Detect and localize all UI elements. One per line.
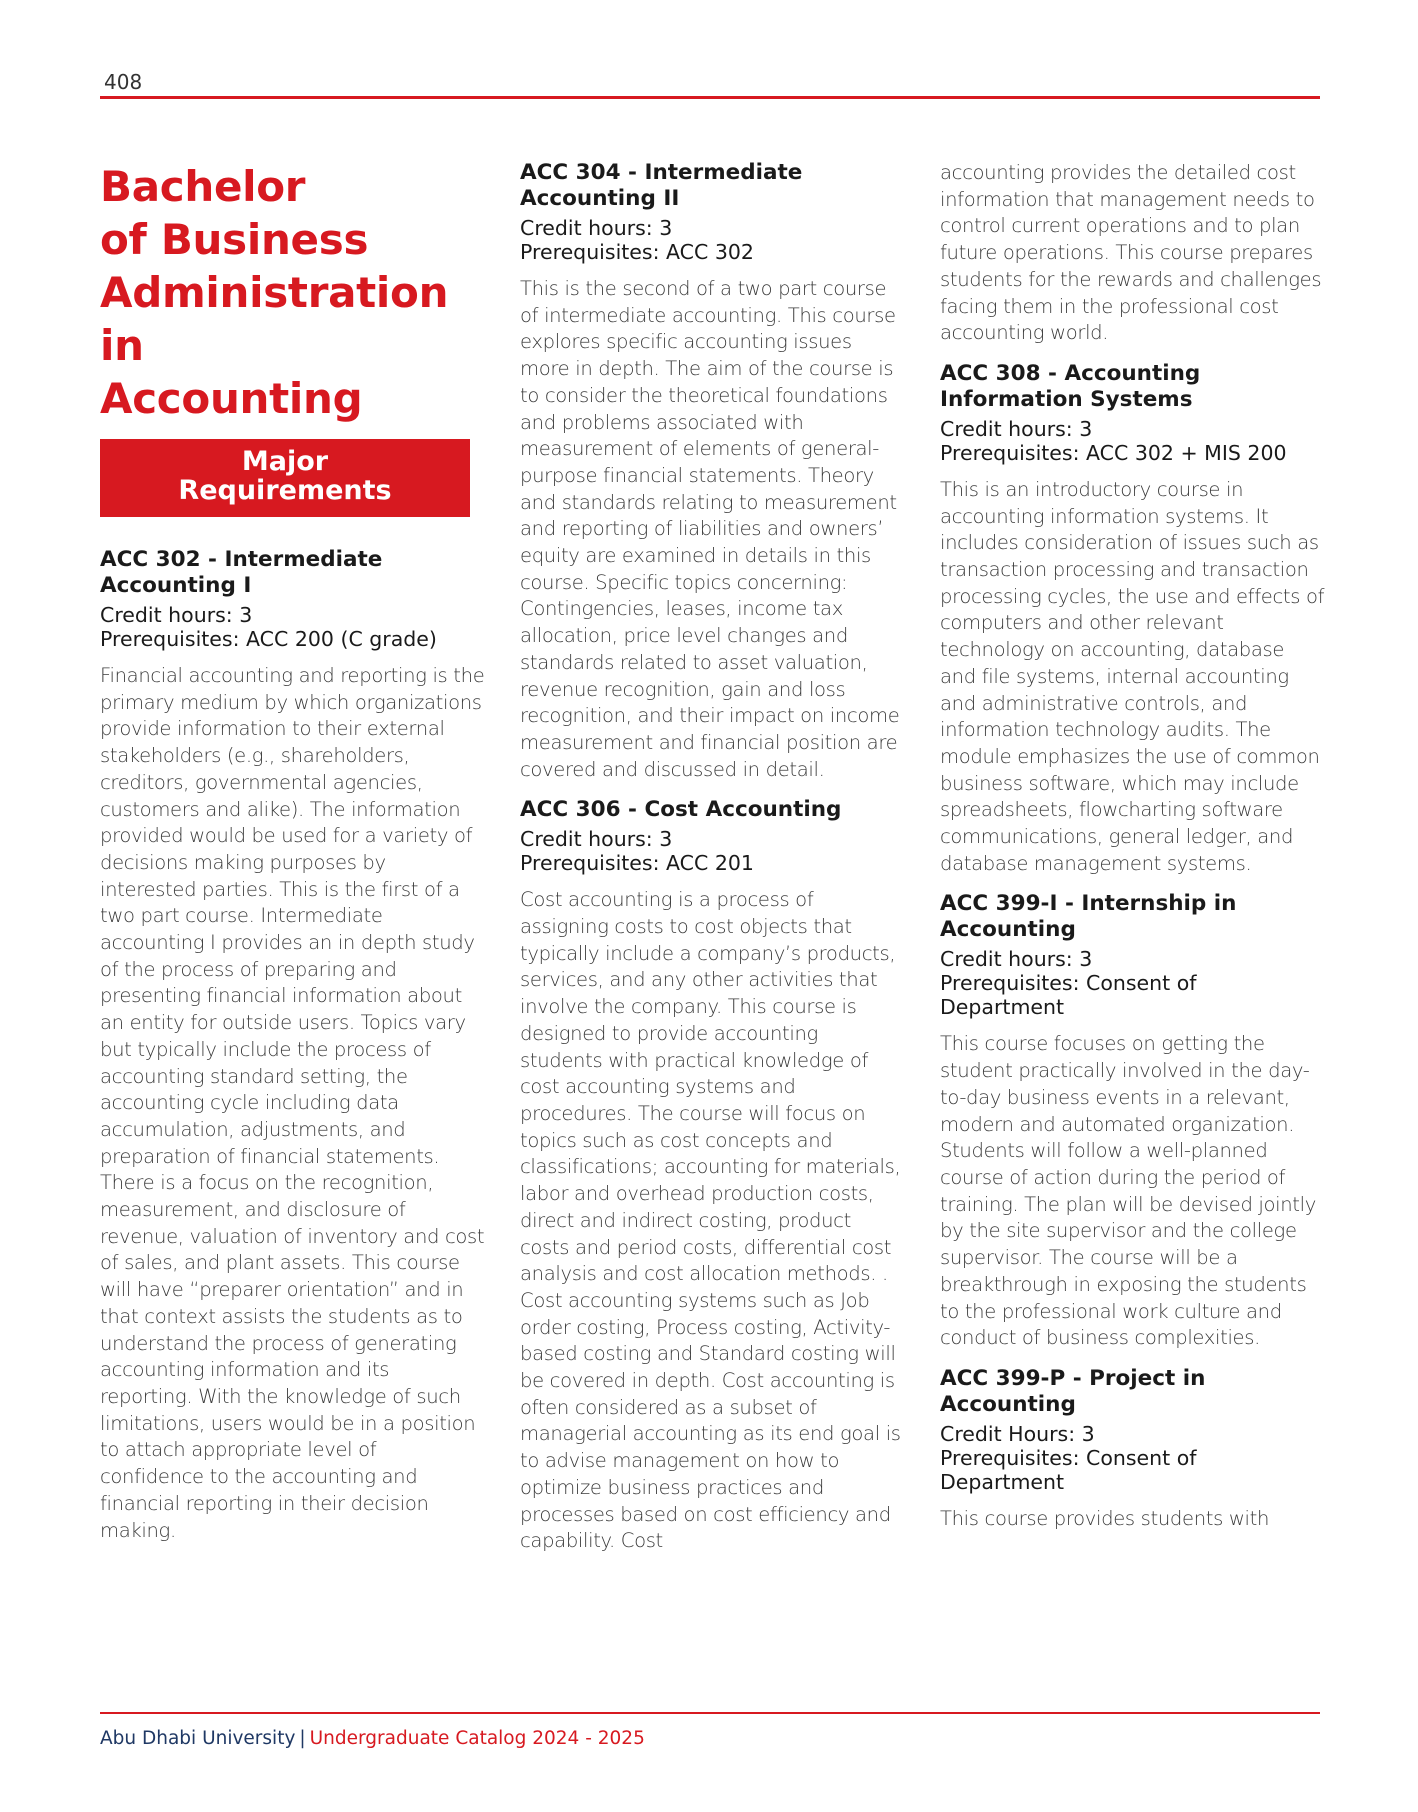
course-description: This course provides students with xyxy=(940,1506,1270,1530)
banner-line-2: Requirements xyxy=(178,475,392,506)
course-title: ACC 302 - Intermediate Accounting I xyxy=(100,547,383,598)
footer-catalog: Undergraduate Catalog 2024 - 2025 xyxy=(309,1728,645,1749)
course-prerequisites: Prerequisites: ACC 302 + MIS 200 xyxy=(940,440,1287,465)
course-credit-hours: Credit hours: 3 xyxy=(520,827,673,852)
course-credit-hours: Credit Hours: 3 xyxy=(940,1421,1095,1446)
course-title: ACC 306 - Cost Accounting xyxy=(520,797,842,823)
title-line-3: Administration in xyxy=(100,268,449,370)
course-acc-304 xyxy=(520,160,905,783)
column-2 xyxy=(520,160,905,1569)
column-3 xyxy=(940,160,1325,1547)
course-credit-hours: Credit hours: 3 xyxy=(940,416,1093,441)
title-line-1: Bachelor xyxy=(100,162,306,211)
course-prerequisites: Prerequisites: ACC 201 xyxy=(520,851,754,876)
course-prerequisites: Prerequisites: Consent of Department xyxy=(940,971,1197,1020)
course-description: This is an introductory course in accounting information systems. It includes consideration of issues such as transaction processing and transaction processing cycles, the use and effects of computers and other relevant technology on accounting, database and file systems, internal accounting and administrative controls, and information technology audits. The module emphasizes the use of common business software, which may include spreadsheets, flowcharting software communications, general ledger, and database management systems. xyxy=(940,477,1325,875)
course-description-continued: accounting provides the detailed cost information that management needs to control current operations and to plan future operations. This course prepares students for the rewards and challenges facing them in the professional cost accounting world. xyxy=(940,161,1322,345)
title-line-2: of Business xyxy=(100,215,369,264)
course-acc-302 xyxy=(100,547,485,1544)
course-title: ACC 308 - Accounting Information Systems xyxy=(940,360,1201,412)
course-title: ACC 399-I - Internship in Accounting xyxy=(940,891,1237,943)
course-prerequisites: Prerequisites: Consent of Department xyxy=(940,1445,1197,1494)
page-title xyxy=(100,160,485,425)
section-banner xyxy=(100,439,470,517)
course-acc-399-i xyxy=(940,891,1325,1351)
title-line-4: Accounting xyxy=(100,374,363,423)
course-title: ACC 304 - Intermediate Accounting II xyxy=(520,160,803,211)
course-title: ACC 399-P - Project in Accounting xyxy=(940,1365,1206,1417)
header-rule xyxy=(100,96,1320,99)
footer-university: Abu Dhabi University xyxy=(100,1728,296,1749)
banner-line-1: Major xyxy=(241,446,329,477)
course-description: This is the second of a two part course of intermediate accounting. This course explores specific accounting issues more in depth. The aim of the course is to consider the theoretical foundations and problems associated with measurement of elements of general-purpose financial statements. Theory and standards relating to measurement and reporting of liabilities and owners’ equity are examined in details in this course. Specific topics concerning: Contingencies, leases, income tax allocation, price level changes and standards related to asset valuation, revenue recognition, gain and loss recognition, and their impact on income measurement and financial position are covered and discussed in detail. xyxy=(520,277,900,781)
course-prerequisites: Prerequisites: ACC 200 (C grade) xyxy=(100,627,437,651)
page-number: 408 xyxy=(104,70,143,94)
course-description: This course focuses on getting the student practically involved in the day-to-day business events in a relevant, modern and automated organization. Students will follow a well-planned course of action during the period of training. The plan will be devised jointly by the site supervisor and the college supervisor. The course will be a breakthrough in exposing the students to the professional work culture and conduct of business complexities. xyxy=(940,1032,1316,1350)
course-credit-hours: Credit hours: 3 xyxy=(940,947,1093,972)
footer-separator: | xyxy=(299,1728,306,1749)
column-1 xyxy=(100,160,485,1558)
course-description: Financial accounting and reporting is the primary medium by which organizations provide information to their external stakeholders (e.g., shareholders, creditors, governmental agencies, customers and alike). The information provided would be used for a variety of decisions making purposes by interested parties. This is the first of a two part course. Intermediate accounting I provides an in depth study of the process of preparing and presenting financial information about an entity for outside users. Topics vary but typically include the process of accounting standard setting, the accounting cycle including data accumulation, adjustments, and preparation of financial statements. There is a focus on the recognition, measurement, and disclosure of revenue, valuation of inventory and cost of sales, and plant assets. This course will have “preparer orientation” and in that context assists the students as to understand the process of generating accounting information and its reporting. With the knowledge of such limitations, users would be in a position to attach appropriate level of confidence to the accounting and financial reporting in their decision making. xyxy=(100,664,485,1542)
course-acc-306 xyxy=(520,797,905,1555)
footer xyxy=(100,1728,645,1749)
course-acc-399-p xyxy=(940,1366,1325,1533)
course-acc-308 xyxy=(940,361,1325,878)
course-credit-hours: Credit hours: 3 xyxy=(520,216,673,240)
footer-rule xyxy=(100,1712,1320,1714)
course-prerequisites: Prerequisites: ACC 302 xyxy=(520,240,754,264)
course-description: Cost accounting is a process of assigning costs to cost objects that typically include a company’s products, services, and any other activities that involve the company. This course is designed to provide accounting students with practical knowledge of cost accounting systems and procedures. The course will focus on topics such as cost concepts and classifications; accounting for materials, labor and overhead production costs, direct and indirect costing, product costs and period costs, differential cost analysis and cost allocation methods. . Cost accounting systems such as Job order costing, Process costing, Activity-based costing and Standard costing will be covered in depth. Cost accounting is often considered as a subset of managerial accounting as its end goal is to advise management on how to optimize business practices and processes based on cost efficiency and capability. Cost xyxy=(520,888,901,1553)
course-credit-hours: Credit hours: 3 xyxy=(100,603,253,627)
